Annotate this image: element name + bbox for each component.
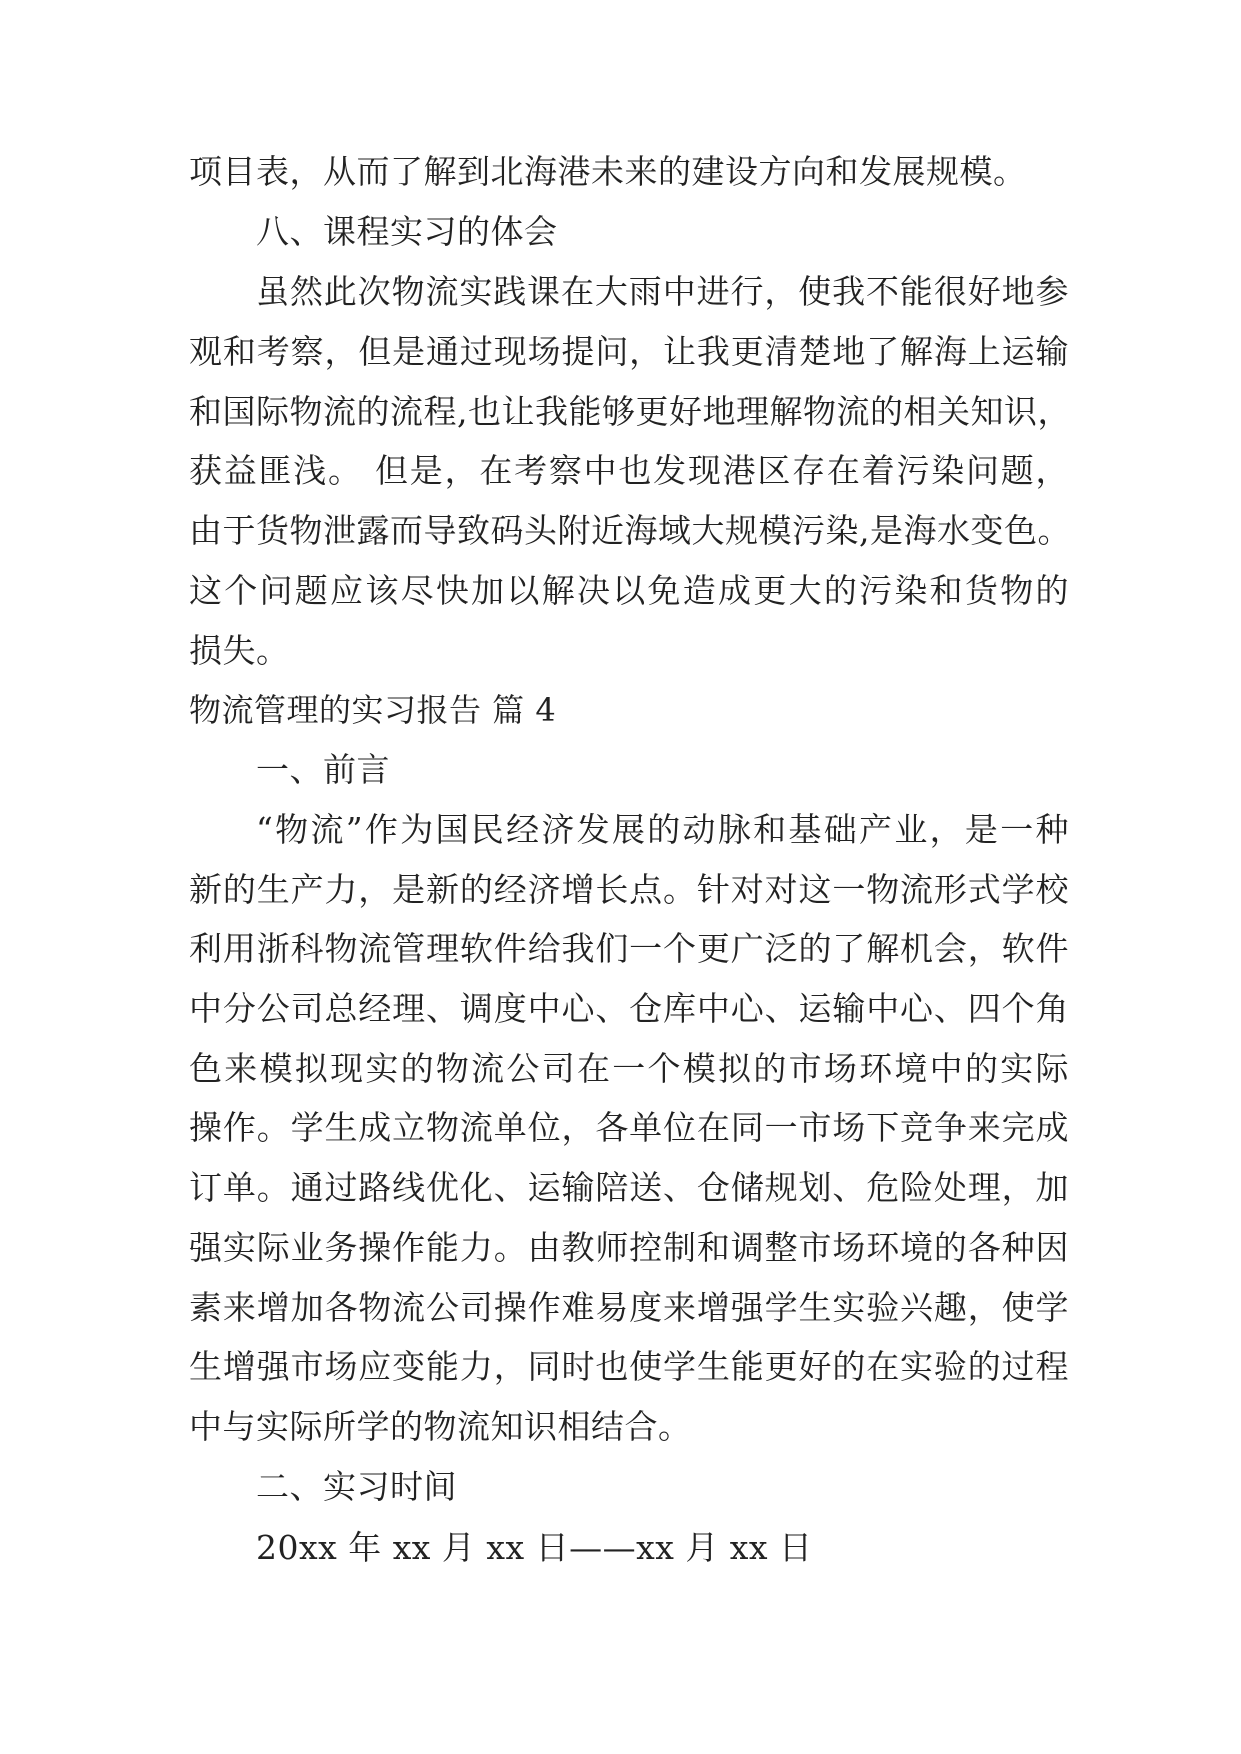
paragraph-line: 利用浙科物流管理软件给我们一个更广泛的了解机会，软件 bbox=[189, 929, 1069, 968]
paragraph-line: 强实际业务操作能力。由教师控制和调整市场环境的各种因 bbox=[189, 1228, 1069, 1267]
section-heading: 八、课程实习的体会 bbox=[256, 212, 558, 251]
paragraph-line: 操作。学生成立物流单位，各单位在同一市场下竞争来完成 bbox=[189, 1108, 1069, 1147]
section-heading: 一、前言 bbox=[256, 750, 390, 789]
paragraph-line: 新的生产力，是新的经济增长点。针对对这一物流形式学校 bbox=[189, 870, 1069, 909]
paragraph-line: 素来增加各物流公司操作难易度来增强学生实验兴趣，使学 bbox=[189, 1288, 1069, 1327]
paragraph-line: 观和考察，但是通过现场提问，让我更清楚地了解海上运输 bbox=[189, 332, 1069, 371]
paragraph-line: 中与实际所学的物流知识相结合。 bbox=[189, 1407, 692, 1446]
paragraph-line: 虽然此次物流实践课在大雨中进行，使我不能很好地参 bbox=[256, 272, 1069, 311]
report-title: 物流管理的实习报告 篇 4 bbox=[189, 691, 557, 729]
paragraph-line: 订单。通过路线优化、运输陪送、仓储规划、危险处理，加 bbox=[189, 1168, 1069, 1207]
paragraph-line: “物流”作为国民经济发展的动脉和基础产业，是一种 bbox=[256, 810, 1069, 849]
paragraph-line: 项目表，从而了解到北海港未来的建设方向和发展规模。 bbox=[189, 152, 1027, 191]
paragraph-line: 和国际物流的流程,也让我能够更好地理解物流的相关知识， bbox=[189, 392, 1071, 431]
paragraph-line: 这个问题应该尽快加以解决以免造成更大的污染和货物的 bbox=[189, 571, 1069, 610]
paragraph-line: 中分公司总经理、调度中心、仓库中心、运输中心、四个角 bbox=[189, 989, 1069, 1028]
paragraph-line: 生增强市场应变能力，同时也使学生能更好的在实验的过程 bbox=[189, 1347, 1069, 1386]
paragraph-line: 获益匪浅。 但是，在考察中也发现港区存在着污染问题， bbox=[189, 451, 1069, 490]
date-range: 20xx 年 xx 月 xx 日——xx 月 xx 日 bbox=[256, 1528, 813, 1567]
section-heading: 二、实习时间 bbox=[256, 1467, 457, 1506]
paragraph-line: 损失。 bbox=[189, 631, 290, 670]
paragraph-line: 色来模拟现实的物流公司在一个模拟的市场环境中的实际 bbox=[189, 1049, 1069, 1088]
paragraph-line: 由于货物泄露而导致码头附近海域大规模污染,是海水变色。 bbox=[189, 511, 1071, 550]
